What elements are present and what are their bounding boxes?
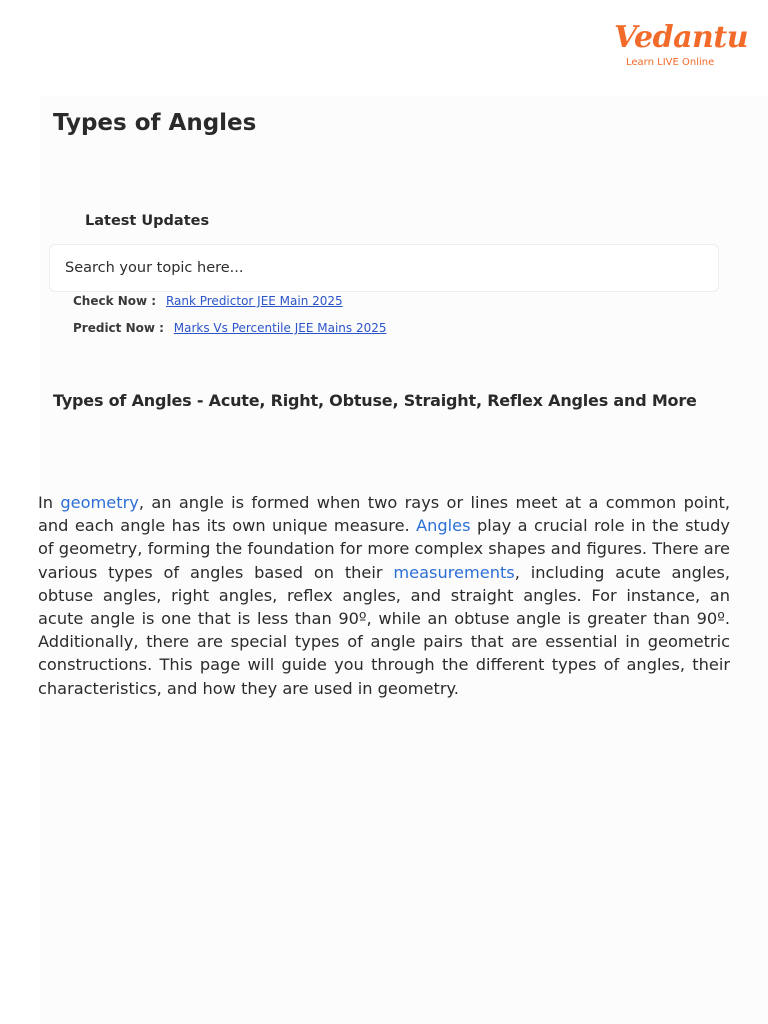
article-subtitle: Types of Angles - Acute, Right, Obtuse, Straight, Reflex Angles and More: [53, 391, 697, 410]
update-label: Check Now :: [73, 294, 157, 308]
intro-text: In: [38, 493, 61, 512]
update-item-rank-predictor: [73, 294, 343, 308]
rank-predictor-link[interactable]: Rank Predictor JEE Main 2025: [165, 294, 343, 308]
update-item-marks-vs-percentile: [73, 321, 386, 335]
search-input[interactable]: [49, 244, 719, 292]
intro-paragraph: [38, 491, 730, 700]
page-title: Types of Angles: [53, 110, 257, 136]
intro-text: play a crucial role in the study of geometry, forming the foundation for more complex shapes and figures. There are various types of angles based on their: [38, 516, 731, 582]
logo-tagline: Learn LIVE Online: [626, 57, 715, 68]
latest-updates-heading: Latest Updates: [85, 213, 210, 229]
geometry-link[interactable]: geometry: [60, 493, 139, 512]
header: [0, 0, 768, 96]
vedantu-logo[interactable]: [600, 20, 749, 72]
intro-text: , an angle is formed when two rays or lines meet at a common point, and each angle has its own unique measure.: [38, 493, 730, 536]
update-label: Predict Now :: [73, 321, 164, 335]
angles-link[interactable]: Angles: [416, 516, 471, 536]
logo-wordmark: Vedantu: [614, 20, 749, 55]
measurements-link[interactable]: measurements: [393, 562, 515, 582]
search-placeholder: Search your topic here...: [65, 260, 244, 276]
intro-text: , including acute angles, obtuse angles, right angles, reflex angles, and straight angles. For instance, an acute angle is one that is less than 90º, while an obtuse angle is greater than 90º. Additionally, there are special types of angle pairs that are essential in geometric constructions. This page will guide you through the different types of angles, their characteristics, and how they are used in geometry.: [38, 562, 730, 698]
marks-vs-percentile-link[interactable]: Marks Vs Percentile JEE Mains 2025: [173, 321, 387, 335]
